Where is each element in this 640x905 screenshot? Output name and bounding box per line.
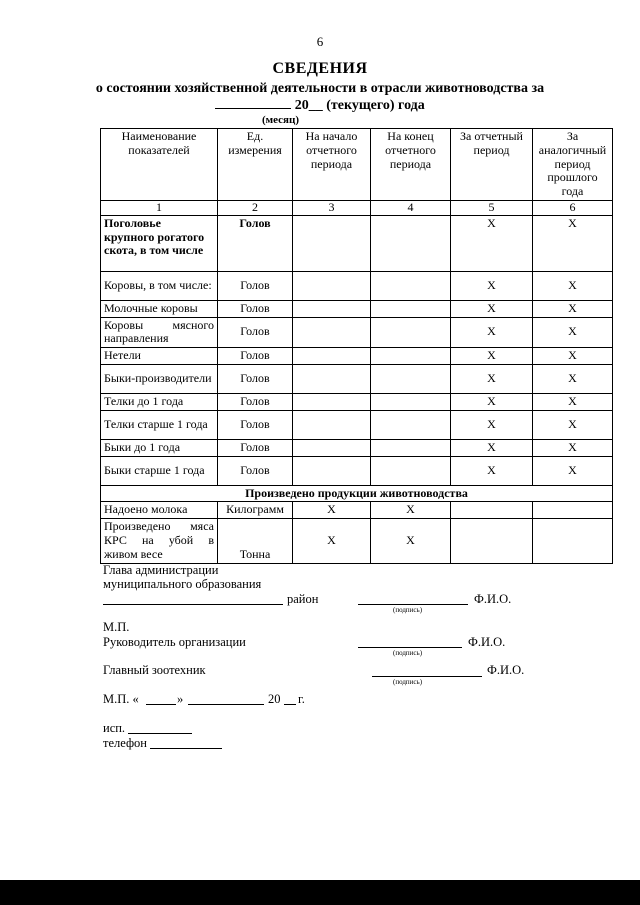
cell-period: X: [451, 317, 533, 348]
cell-end: [371, 364, 451, 393]
row-unit: Голов: [218, 410, 293, 439]
date-suffix: г.: [298, 692, 305, 706]
cell-end: X: [371, 502, 451, 519]
row-name: Быки-производители: [101, 364, 218, 393]
cell-end: [371, 393, 451, 410]
date-year: 20: [268, 692, 281, 706]
column-number: 1: [101, 200, 218, 215]
year-suffix: (текущего) года: [326, 98, 425, 113]
signature-blank[interactable]: [358, 604, 468, 605]
cell-start: [293, 393, 371, 410]
period-line: [0, 98, 640, 114]
signature-caption: (подпись): [393, 678, 423, 686]
cell-start: [293, 317, 371, 348]
column-header: На начало отчетного периода: [293, 129, 371, 201]
cell-start: [293, 300, 371, 317]
cell-end: [371, 215, 451, 271]
table-row: [101, 300, 613, 317]
cell-prev-year: X: [533, 393, 613, 410]
signature-blank[interactable]: [372, 676, 482, 677]
column-number-row: [101, 200, 613, 215]
row-unit: Голов: [218, 364, 293, 393]
row-unit: Голов: [218, 215, 293, 271]
row-unit: Голов: [218, 456, 293, 485]
cell-period: X: [451, 456, 533, 485]
stamp-label: М.П.: [103, 620, 130, 634]
fio-label: Ф.И.О.: [468, 635, 506, 649]
cell-end: [371, 271, 451, 300]
column-number: 2: [218, 200, 293, 215]
column-number: 5: [451, 200, 533, 215]
cell-period: X: [451, 364, 533, 393]
cell-period: [451, 502, 533, 519]
row-name: Коровы мясного направления: [101, 317, 218, 348]
cell-end: X: [371, 519, 451, 563]
row-name: Надоено молока: [101, 502, 218, 519]
cell-end: [371, 410, 451, 439]
cell-end: [371, 439, 451, 456]
cell-start: [293, 410, 371, 439]
cell-period: X: [451, 439, 533, 456]
cell-period: X: [451, 300, 533, 317]
year-prefix: 20__: [294, 98, 323, 113]
day-blank[interactable]: [146, 704, 176, 705]
row-unit: Голов: [218, 317, 293, 348]
cell-period: [451, 519, 533, 563]
row-name: Коровы, в том числе:: [101, 271, 218, 300]
document-subtitle: о состоянии хозяйственной деятельности в отрасли животноводства за: [95, 81, 545, 96]
cell-prev-year: X: [533, 364, 613, 393]
column-number: 3: [293, 200, 371, 215]
zootech-label: Главный зоотехник: [103, 663, 206, 677]
cell-start: [293, 215, 371, 271]
row-name: Телки старше 1 года: [101, 410, 218, 439]
month-note: (месяц): [262, 114, 300, 126]
cell-end: [371, 300, 451, 317]
cell-end: [371, 348, 451, 365]
cell-prev-year: X: [533, 410, 613, 439]
row-name: Быки старше 1 года: [101, 456, 218, 485]
cell-period: X: [451, 393, 533, 410]
table-row: [101, 215, 613, 271]
cell-prev-year: X: [533, 439, 613, 456]
cell-prev-year: X: [533, 456, 613, 485]
cell-period: X: [451, 348, 533, 365]
column-header: За аналогичный период прошлого года: [533, 129, 613, 201]
row-unit: Голов: [218, 300, 293, 317]
header-row: [101, 129, 613, 201]
table-row: [101, 439, 613, 456]
livestock-table: [100, 128, 613, 564]
month-blank[interactable]: [188, 704, 264, 705]
column-header: На конец отчетного периода: [371, 129, 451, 201]
cell-prev-year: [533, 502, 613, 519]
table-row: [101, 410, 613, 439]
signature-caption: (подпись): [393, 649, 423, 657]
column-header: Наименование показателей: [101, 129, 218, 201]
district-label: район: [287, 592, 319, 606]
row-name: Нетели: [101, 348, 218, 365]
cell-start: [293, 439, 371, 456]
cell-start: [293, 456, 371, 485]
scan-bottom-bar: [0, 880, 640, 905]
cell-end: [371, 317, 451, 348]
row-name: Поголовье крупного рогатого скота, в том числе: [101, 215, 218, 271]
table-row: [101, 364, 613, 393]
cell-start: [293, 364, 371, 393]
row-name: Быки до 1 года: [101, 439, 218, 456]
row-name: Молочные коровы: [101, 300, 218, 317]
fio-label: Ф.И.О.: [487, 663, 525, 677]
cell-period: X: [451, 271, 533, 300]
column-header: Ед. измерения: [218, 129, 293, 201]
executor-blank[interactable]: [128, 733, 192, 734]
signature-blank[interactable]: [358, 647, 462, 648]
cell-prev-year: X: [533, 348, 613, 365]
table-row: [101, 456, 613, 485]
row-unit: Тонна: [218, 519, 293, 563]
cell-prev-year: [533, 519, 613, 563]
row-unit: Голов: [218, 439, 293, 456]
head-title-line1: Глава администрации: [103, 563, 219, 577]
cell-prev-year: X: [533, 317, 613, 348]
table-row: [101, 502, 613, 519]
cell-prev-year: X: [533, 300, 613, 317]
phone-label: телефон: [103, 736, 147, 750]
table-row: [101, 393, 613, 410]
column-number: 6: [533, 200, 613, 215]
table-row: [101, 317, 613, 348]
cell-end: [371, 456, 451, 485]
table-row: [101, 519, 613, 563]
fio-label: Ф.И.О.: [474, 592, 512, 606]
table-row: [101, 271, 613, 300]
table-row: [101, 348, 613, 365]
column-header: За отчетный период: [451, 129, 533, 201]
date-quote: »: [177, 692, 184, 706]
column-number: 4: [371, 200, 451, 215]
row-name: Произведено мяса КРС на убой в живом весе: [101, 519, 218, 563]
cell-start: X: [293, 502, 371, 519]
year-blank[interactable]: [284, 704, 296, 705]
row-unit: Голов: [218, 271, 293, 300]
phone-blank[interactable]: [150, 748, 222, 749]
cell-prev-year: X: [533, 215, 613, 271]
district-blank[interactable]: [103, 604, 283, 605]
document-title: СВЕДЕНИЯ: [272, 60, 368, 77]
section-header-row: [101, 485, 613, 502]
month-blank: [215, 108, 291, 109]
date-prefix: М.П. «: [103, 692, 139, 706]
cell-start: X: [293, 519, 371, 563]
head-title-line2: муниципального образования: [103, 577, 262, 591]
page-number: 6: [316, 34, 324, 49]
cell-period: X: [451, 215, 533, 271]
section-header: Произведено продукции животноводства: [101, 485, 613, 502]
row-unit: Голов: [218, 348, 293, 365]
row-unit: Килограмм: [218, 502, 293, 519]
cell-period: X: [451, 410, 533, 439]
row-name: Телки до 1 года: [101, 393, 218, 410]
row-unit: Голов: [218, 393, 293, 410]
cell-start: [293, 271, 371, 300]
executor-label: исп.: [103, 721, 126, 735]
cell-start: [293, 348, 371, 365]
org-head-label: Руководитель организации: [103, 635, 246, 649]
cell-prev-year: X: [533, 271, 613, 300]
signature-caption: (подпись): [393, 606, 423, 614]
